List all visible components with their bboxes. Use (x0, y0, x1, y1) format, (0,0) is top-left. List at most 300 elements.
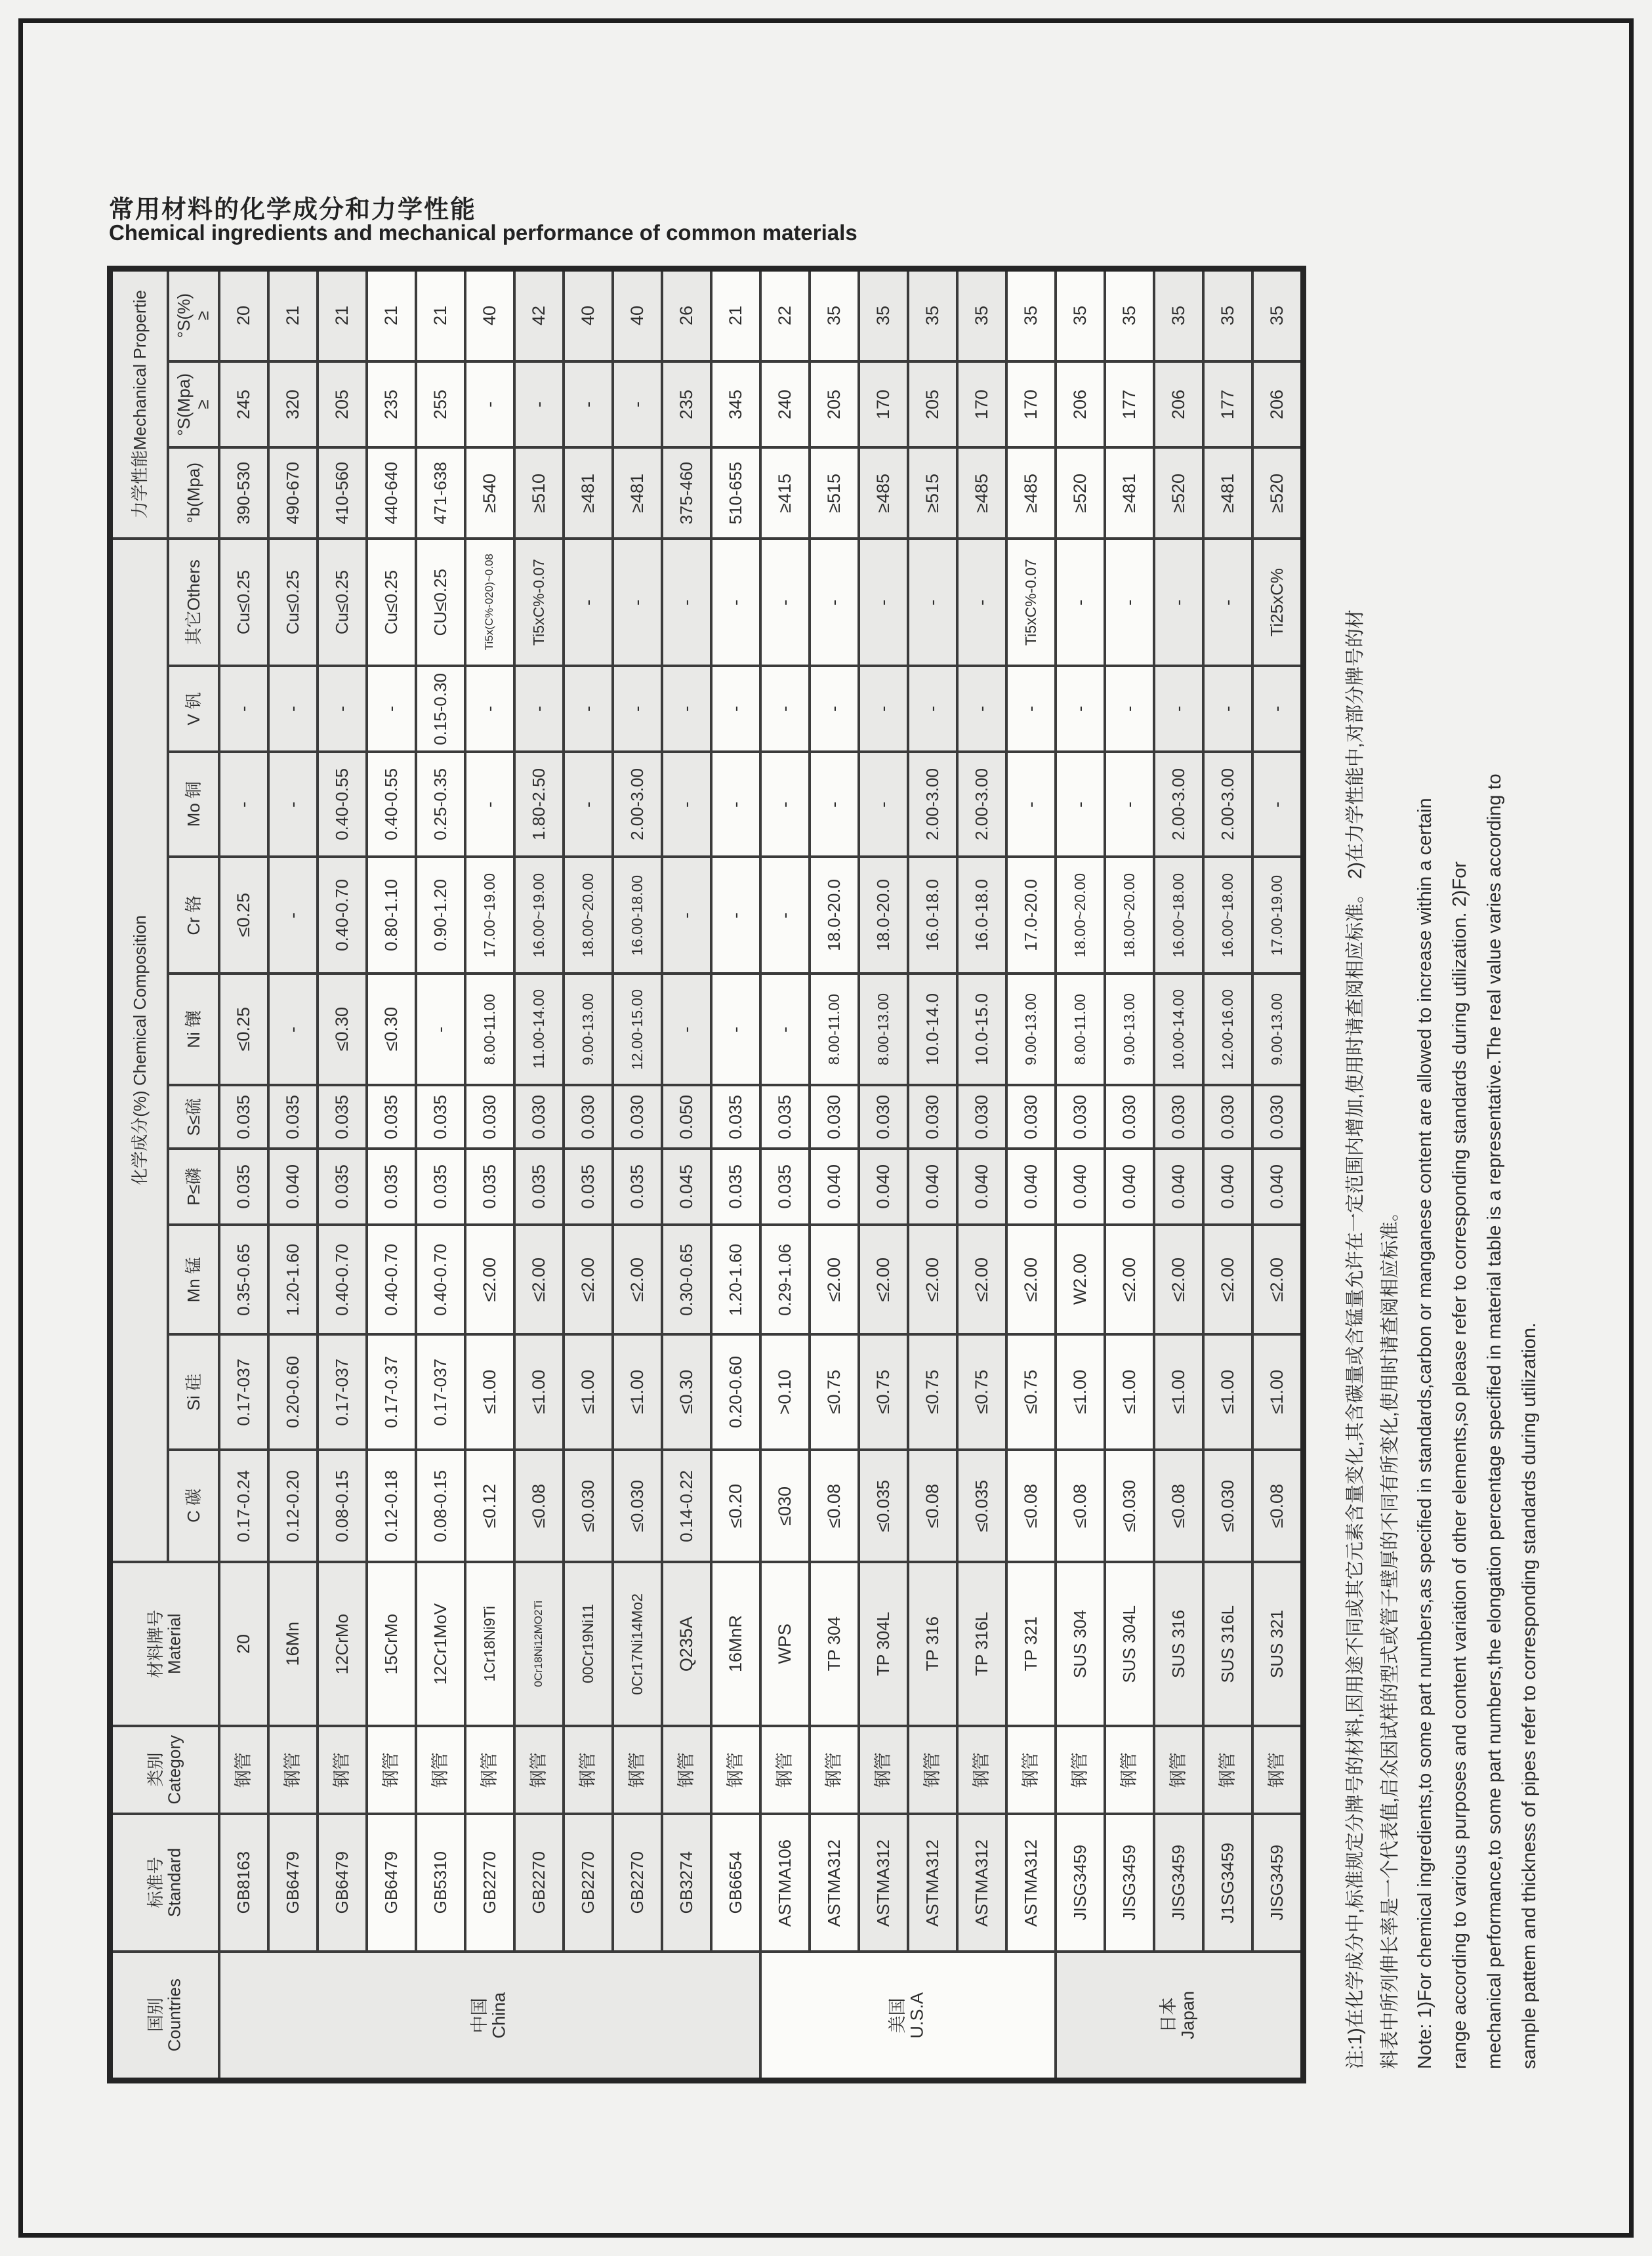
cell-std-col4-text: GB6479 (381, 1851, 402, 1914)
cell-si-col21 (1205, 1336, 1251, 1448)
cell-d-col18-text: 35 (1069, 306, 1090, 326)
cell-p-col2-text: 0.040 (282, 1164, 302, 1209)
row-label-std (113, 1815, 218, 1950)
cell-si-col12-text: >0.10 (774, 1369, 795, 1415)
cell-std-col10-text: GB3274 (676, 1851, 697, 1914)
cell-cat-col3-text: 钢管 (331, 1752, 352, 1788)
cell-mat-col15 (909, 1563, 956, 1725)
cell-ni-col18 (1057, 975, 1104, 1084)
cell-ss-col7 (516, 363, 562, 446)
cell-d-col22-text: 35 (1266, 306, 1287, 326)
cell-p-col16-text: 0.040 (971, 1164, 991, 1209)
cell-d-col16 (959, 272, 1005, 360)
cell-mn-col22-text: ≤2.00 (1266, 1257, 1287, 1302)
cell-oth-col20 (1155, 540, 1202, 665)
cell-ni-col16-text: 10.0-15.0 (972, 993, 992, 1065)
cell-oth-col2-text: Cu≤0.25 (283, 569, 303, 635)
cell-v-col22-text: - (1266, 706, 1287, 712)
footnote-block (1338, 268, 1561, 2069)
cell-s-col2 (270, 1086, 316, 1147)
cell-d-col15-text: 35 (922, 306, 942, 326)
cell-si-col4-text: 0.17-0.37 (381, 1356, 402, 1428)
cell-std-col2-text: GB6479 (283, 1851, 303, 1914)
cell-sb-col12-text: ≥415 (774, 473, 795, 513)
cell-ni-col11 (712, 975, 759, 1084)
cell-cat-col6-text: 钢管 (479, 1752, 499, 1788)
cell-std-col9 (614, 1815, 661, 1950)
cell-mn-col3-text: 0.40-0.70 (332, 1243, 352, 1316)
cell-si-col14-text: ≤0.75 (873, 1370, 893, 1414)
group-label-chemical (113, 540, 167, 1561)
cell-std-col5-text: GB5310 (430, 1851, 451, 1914)
cell-cr-col12-text: - (774, 912, 795, 918)
cell-mn-col19-text: ≤2.00 (1119, 1257, 1139, 1302)
page-title-zh: 常用材料的化学成分和力学性能 (109, 196, 477, 224)
cell-ni-col17-text: 9.00-13.00 (1022, 993, 1039, 1065)
cell-s-col19-text: 0.030 (1119, 1094, 1139, 1139)
cell-v-col8 (565, 667, 611, 750)
cell-mat-col13-text: TP 304 (824, 1616, 844, 1671)
cell-si-col2 (270, 1336, 316, 1448)
cell-mat-col17-text: TP 321 (1021, 1616, 1041, 1671)
cell-ss-col3 (319, 363, 365, 446)
cell-sb-col9-text: ≥481 (627, 473, 647, 513)
cell-cat-col1 (220, 1727, 267, 1813)
cell-cr-col14 (860, 858, 907, 972)
cell-mo-col7-text: 1.80-2.50 (529, 768, 549, 840)
cell-c-col17 (1008, 1451, 1054, 1561)
cell-mo-col6-text: - (479, 801, 499, 808)
cell-mo-col8-text: - (577, 801, 598, 808)
cell-ss-col3-text: 205 (331, 389, 352, 420)
cell-p-col16 (959, 1150, 1005, 1223)
cell-oth-col12-text: - (774, 599, 795, 605)
cell-ni-col19 (1106, 975, 1153, 1084)
cell-mat-col3-text: 12CrMo (332, 1613, 352, 1675)
cell-d-col6 (466, 272, 513, 360)
cell-ss-col11-text: 345 (725, 389, 745, 420)
cell-p-col10-text: 0.045 (676, 1164, 696, 1209)
cell-sb-col19 (1106, 449, 1153, 537)
cell-si-col18-text: ≤1.00 (1069, 1370, 1090, 1414)
cell-ss-col18-text: 206 (1069, 389, 1090, 420)
cell-cat-col16-text: 钢管 (971, 1752, 991, 1788)
cell-std-col20 (1155, 1815, 1202, 1950)
cell-sb-col4 (368, 449, 415, 537)
cell-ni-col13-text: 8.00-11.00 (825, 993, 842, 1065)
cell-cat-col1-text: 钢管 (233, 1752, 253, 1788)
cell-mat-col9 (614, 1563, 661, 1725)
cell-mn-col7 (516, 1226, 562, 1333)
cell-cat-col14-text: 钢管 (873, 1752, 893, 1788)
cell-mat-col22 (1254, 1563, 1300, 1725)
cell-cat-col18 (1057, 1727, 1104, 1813)
group-label-chemical-text: 化学成分(%) Chemical Composition (129, 915, 150, 1185)
cell-si-col11-text: 0.20-0.60 (726, 1356, 746, 1428)
cell-v-col21 (1205, 667, 1251, 750)
cell-cat-col15 (909, 1727, 956, 1813)
cell-v-col3 (319, 667, 365, 750)
cell-mo-col19-text: - (1119, 801, 1139, 808)
cell-p-col20-text: 0.040 (1168, 1164, 1188, 1209)
cell-p-col22 (1254, 1150, 1300, 1223)
cell-si-col3-text: 0.17-037 (332, 1358, 352, 1426)
cell-mo-col10-text: - (676, 801, 696, 808)
cell-std-col13 (811, 1815, 857, 1950)
cell-mat-col19 (1106, 1563, 1153, 1725)
cell-cr-col1 (220, 858, 267, 972)
cell-mat-col6-text: 1Cr18Ni9Ti (480, 1606, 498, 1682)
cell-std-col9-text: GB2270 (627, 1851, 648, 1914)
cell-std-col5 (417, 1815, 464, 1950)
cell-d-col10-text: 26 (676, 306, 696, 326)
cell-si-col16 (959, 1336, 1005, 1448)
cell-si-col8 (565, 1336, 611, 1448)
cell-p-col1 (220, 1150, 267, 1223)
cell-s-col3-text: 0.035 (331, 1094, 352, 1139)
cell-cat-col15-text: 钢管 (922, 1752, 942, 1788)
cell-p-col22-text: 0.040 (1266, 1164, 1287, 1209)
cell-c-col21-text: ≤0.030 (1218, 1479, 1238, 1532)
row-label-d-text: °S(%) ≥ (174, 293, 213, 338)
cell-v-col4-text: - (381, 706, 401, 712)
cell-mn-col5 (417, 1226, 464, 1333)
cell-cr-col3-text: 0.40-0.70 (332, 879, 352, 951)
cell-mn-col14-text: ≤2.00 (873, 1257, 893, 1302)
cell-oth-col14 (860, 540, 907, 665)
cell-mo-col10 (663, 753, 710, 855)
cell-oth-col10-text: - (676, 599, 696, 605)
cell-cat-col3 (319, 1727, 365, 1813)
cell-p-col5-text: 0.035 (430, 1164, 450, 1209)
cell-p-col21 (1205, 1150, 1251, 1223)
cell-std-col19 (1106, 1815, 1153, 1950)
cell-p-col19-text: 0.040 (1119, 1164, 1139, 1209)
cell-cat-col19 (1106, 1727, 1153, 1813)
cell-sb-col16-text: ≥485 (971, 473, 991, 513)
cell-ni-col15 (909, 975, 956, 1084)
cell-mn-col20 (1155, 1226, 1202, 1333)
cell-oth-col10 (663, 540, 710, 665)
cell-cr-col8 (565, 858, 611, 972)
cell-oth-col21-text: - (1217, 599, 1237, 605)
cell-ss-col20 (1155, 363, 1202, 446)
cell-d-col10 (663, 272, 710, 360)
cell-cat-col14 (860, 1727, 907, 1813)
cell-ss-col9-text: - (627, 401, 647, 407)
cell-c-col4-text: 0.12-0.18 (381, 1469, 402, 1542)
cell-mo-col4 (368, 753, 415, 855)
cell-sb-col3 (319, 449, 365, 537)
cell-v-col13 (811, 667, 857, 750)
cell-mo-col16 (959, 753, 1005, 855)
cell-d-col17 (1008, 272, 1054, 360)
cell-d-col18 (1057, 272, 1104, 360)
cell-p-col9-text: 0.035 (627, 1164, 647, 1209)
row-label-std-text: 标准号 Standard (146, 1848, 184, 1918)
cell-ni-col11-text: - (725, 1026, 745, 1033)
cell-ss-col2 (270, 363, 316, 446)
row-label-mo (169, 753, 218, 855)
cell-oth-col15 (909, 540, 956, 665)
cell-oth-col18-text: - (1069, 599, 1090, 605)
cell-mo-col6 (466, 753, 513, 855)
cell-mo-col13-text: - (823, 801, 844, 808)
cell-d-col12-text: 22 (774, 306, 795, 326)
cell-d-col11 (712, 272, 759, 360)
cell-std-col14 (860, 1815, 907, 1950)
cell-si-col4 (368, 1336, 415, 1448)
cell-country-0 (220, 1953, 759, 2078)
cell-mo-col1 (220, 753, 267, 855)
cell-mat-col9-text: 0Cr17Ni14Mo2 (628, 1593, 646, 1695)
cell-mo-col21 (1205, 753, 1251, 855)
cell-ss-col8-text: - (577, 401, 598, 407)
cell-oth-col16 (959, 540, 1005, 665)
cell-ni-col7 (516, 975, 562, 1084)
row-label-c-text: C 碳 (183, 1488, 203, 1523)
cell-mat-col19-text: SUS 304L (1119, 1605, 1140, 1683)
cell-v-col2 (270, 667, 316, 750)
cell-si-col20-text: ≤1.00 (1168, 1370, 1188, 1414)
cell-mn-col8 (565, 1226, 611, 1333)
cell-s-col19 (1106, 1086, 1153, 1147)
cell-mo-col22-text: - (1266, 801, 1287, 808)
cell-oth-col4 (368, 540, 415, 665)
cell-mat-col15-text: TP 316 (922, 1616, 943, 1671)
cell-mat-col4-text: 15CrMo (381, 1613, 402, 1675)
cell-s-col1-text: 0.035 (233, 1094, 253, 1139)
cell-si-col5 (417, 1336, 464, 1448)
cell-mat-col1 (220, 1563, 267, 1725)
cell-sb-col7-text: ≥510 (528, 473, 548, 513)
cell-sb-col21-text: ≥481 (1217, 473, 1237, 513)
cell-d-col8-text: 40 (577, 306, 598, 326)
cell-oth-col1 (220, 540, 267, 665)
cell-c-col8-text: ≤0.030 (578, 1479, 598, 1532)
cell-cat-col21 (1205, 1727, 1251, 1813)
cell-ni-col10-text: - (676, 1026, 696, 1033)
cell-d-col20-text: 35 (1168, 306, 1188, 326)
cell-sb-col5-text: 471-638 (430, 461, 451, 525)
row-label-cr (169, 858, 218, 972)
cell-cr-col11 (712, 858, 759, 972)
cell-std-col10 (663, 1815, 710, 1950)
cell-s-col7 (516, 1086, 562, 1147)
cell-si-col20 (1155, 1336, 1202, 1448)
cell-oth-col19 (1106, 540, 1153, 665)
cell-oth-col9 (614, 540, 661, 665)
cell-c-col20 (1155, 1451, 1202, 1561)
cell-ss-col8 (565, 363, 611, 446)
cell-c-col11-text: ≤0.20 (725, 1483, 745, 1528)
cell-ni-col20-text: 10.00-14.00 (1169, 989, 1187, 1070)
cell-sb-col2-text: 490-670 (283, 461, 303, 525)
cell-std-col8-text: GB2270 (578, 1851, 598, 1914)
cell-ss-col12 (762, 363, 808, 446)
cell-v-col2-text: - (282, 706, 302, 712)
cell-si-col7 (516, 1336, 562, 1448)
cell-si-col12 (762, 1336, 808, 1448)
cell-oth-col5-text: CU≤0.25 (430, 568, 451, 636)
cell-mn-col13 (811, 1226, 857, 1333)
cell-d-col3-text: 21 (331, 306, 352, 326)
cell-p-col7 (516, 1150, 562, 1223)
cell-s-col5-text: 0.035 (430, 1094, 450, 1139)
cell-ni-col21-text: 12.00-16.00 (1218, 989, 1236, 1070)
cell-p-col13 (811, 1150, 857, 1223)
cell-ss-col16-text: 170 (971, 389, 991, 420)
row-label-s (169, 1086, 218, 1147)
footnote-line-2: 料表中所列伸长率是一个代表值,启众因试样的型式或管子壁厚的不同有所变化,使用时请查阅相应标准。 (1380, 1202, 1401, 2069)
cell-mn-col9 (614, 1226, 661, 1333)
cell-ni-col19-text: 9.00-13.00 (1120, 993, 1138, 1065)
cell-d-col4 (368, 272, 415, 360)
cell-sb-col8-text: ≥481 (577, 473, 598, 513)
cell-ss-col2-text: 320 (282, 389, 302, 420)
cell-ni-col14 (860, 975, 907, 1084)
cell-mn-col11-text: 1.20-1.60 (726, 1243, 746, 1316)
cell-cat-col2 (270, 1727, 316, 1813)
cell-d-col19 (1106, 272, 1153, 360)
cell-ss-col15-text: 205 (922, 389, 942, 420)
cell-v-col5 (417, 667, 464, 750)
cell-c-col6-text: ≤0.12 (479, 1483, 499, 1528)
cell-mat-col17 (1008, 1563, 1054, 1725)
cell-si-col17-text: ≤0.75 (1020, 1370, 1041, 1414)
cell-cr-col6 (466, 858, 513, 972)
row-label-p-text: P≤磷 (183, 1168, 203, 1206)
cell-oth-col3 (319, 540, 365, 665)
cell-s-col3 (319, 1086, 365, 1147)
cell-cr-col8-text: 18.00~20.00 (579, 872, 596, 958)
cell-ni-col1-text: ≤0.25 (233, 1007, 253, 1052)
cell-d-col12 (762, 272, 808, 360)
cell-cr-col11-text: - (725, 912, 745, 918)
cell-mo-col18 (1057, 753, 1104, 855)
cell-mo-col14 (860, 753, 907, 855)
cell-v-col14-text: - (873, 706, 893, 712)
cell-std-col3-text: GB6479 (332, 1851, 352, 1914)
cell-s-col21-text: 0.030 (1217, 1094, 1237, 1139)
cell-ss-col10 (663, 363, 710, 446)
cell-c-col2 (270, 1451, 316, 1561)
cell-c-col1 (220, 1451, 267, 1561)
cell-mn-col18 (1057, 1226, 1104, 1333)
cell-si-col10 (663, 1336, 710, 1448)
cell-p-col15 (909, 1150, 956, 1223)
cell-d-col1-text: 20 (233, 306, 253, 326)
cell-mat-col13 (811, 1563, 857, 1725)
cell-std-col19-text: JISG3459 (1119, 1845, 1140, 1921)
cell-sb-col6 (466, 449, 513, 537)
footnote-line-5: mechanical performance,to some part numbers,the elongation percentage specified in material table is a representative.The real value varies according to (1484, 773, 1505, 2069)
cell-mat-col3 (319, 1563, 365, 1725)
cell-mat-col22-text: SUS 321 (1267, 1609, 1287, 1679)
row-label-country (113, 1953, 218, 2078)
cell-c-col16-text: ≤0.035 (972, 1479, 992, 1532)
cell-ss-col16 (959, 363, 1005, 446)
cell-cr-col18-text: 18.00~20.00 (1071, 872, 1088, 958)
cell-c-col22-text: ≤0.08 (1266, 1483, 1287, 1528)
cell-cr-col9-text: 16.00-18.00 (628, 874, 646, 956)
cell-ni-col21 (1205, 975, 1251, 1084)
row-label-v (169, 667, 218, 750)
cell-mat-col16 (959, 1563, 1005, 1725)
row-label-c (169, 1451, 218, 1561)
cell-c-col14 (860, 1451, 907, 1561)
materials-table (107, 266, 1306, 2083)
cell-ss-col22-text: 206 (1266, 389, 1287, 420)
cell-c-col1-text: 0.17-0.24 (234, 1469, 254, 1542)
cell-v-col20-text: - (1168, 706, 1188, 712)
cell-cr-col16-text: 16.0-18.0 (972, 879, 992, 951)
cell-oth-col6 (466, 540, 513, 665)
cell-mo-col5-text: 0.25-0.35 (430, 768, 451, 840)
cell-oth-col6-text: Ti5x(C%-020)~0.08 (483, 554, 496, 651)
cell-cat-col16 (959, 1727, 1005, 1813)
cell-p-col6-text: 0.035 (479, 1164, 499, 1209)
cell-si-col16-text: ≤0.75 (971, 1370, 991, 1414)
cell-p-col5 (417, 1150, 464, 1223)
cell-d-col19-text: 35 (1119, 306, 1139, 326)
cell-p-col12-text: 0.035 (774, 1164, 795, 1209)
cell-ni-col4-text: ≤0.30 (381, 1007, 401, 1052)
cell-cat-col18-text: 钢管 (1069, 1752, 1090, 1788)
cell-mat-col20-text: SUS 316 (1168, 1609, 1189, 1679)
cell-s-col22 (1254, 1086, 1300, 1147)
cell-v-col6-text: - (479, 706, 499, 712)
cell-p-col6 (466, 1150, 513, 1223)
cell-mn-col14 (860, 1226, 907, 1333)
cell-oth-col2 (270, 540, 316, 665)
cell-d-col9-text: 40 (627, 306, 647, 326)
cell-std-col6-text: GB2270 (480, 1851, 500, 1914)
cell-v-col15-text: - (922, 706, 942, 712)
cell-std-col1-text: GB8163 (234, 1851, 254, 1914)
cell-d-col15 (909, 272, 956, 360)
group-label-mechanical-text: 力学性能Mechanical Propertie (129, 290, 150, 519)
cell-v-col11 (712, 667, 759, 750)
cell-oth-col12 (762, 540, 808, 665)
cell-mn-col21-text: ≤2.00 (1217, 1257, 1237, 1302)
cell-si-col1 (220, 1336, 267, 1448)
cell-ni-col4 (368, 975, 415, 1084)
cell-s-col21 (1205, 1086, 1251, 1147)
cell-mo-col12-text: - (774, 801, 795, 808)
cell-country-2 (1057, 1953, 1300, 2078)
cell-sb-col1 (220, 449, 267, 537)
cell-si-col15 (909, 1336, 956, 1448)
cell-sb-col7 (516, 449, 562, 537)
cell-std-col11 (712, 1815, 759, 1950)
cell-oth-col3-text: Cu≤0.25 (332, 569, 352, 635)
cell-ss-col14 (860, 363, 907, 446)
cell-mat-col12-text: WPS (774, 1624, 795, 1664)
cell-ss-col15 (909, 363, 956, 446)
cell-mat-col4 (368, 1563, 415, 1725)
cell-p-col1-text: 0.035 (233, 1164, 253, 1209)
cell-cat-col8-text: 钢管 (577, 1752, 598, 1788)
cell-v-col10-text: - (676, 706, 696, 712)
cell-c-col9-text: ≤0.030 (627, 1479, 648, 1532)
cell-cr-col21-text: 16.00~18.00 (1218, 872, 1236, 958)
cell-si-col10-text: ≤0.30 (676, 1370, 696, 1414)
cell-si-col22 (1254, 1336, 1300, 1448)
cell-c-col5 (417, 1451, 464, 1561)
cell-v-col17 (1008, 667, 1054, 750)
cell-oth-col15-text: - (922, 599, 942, 605)
